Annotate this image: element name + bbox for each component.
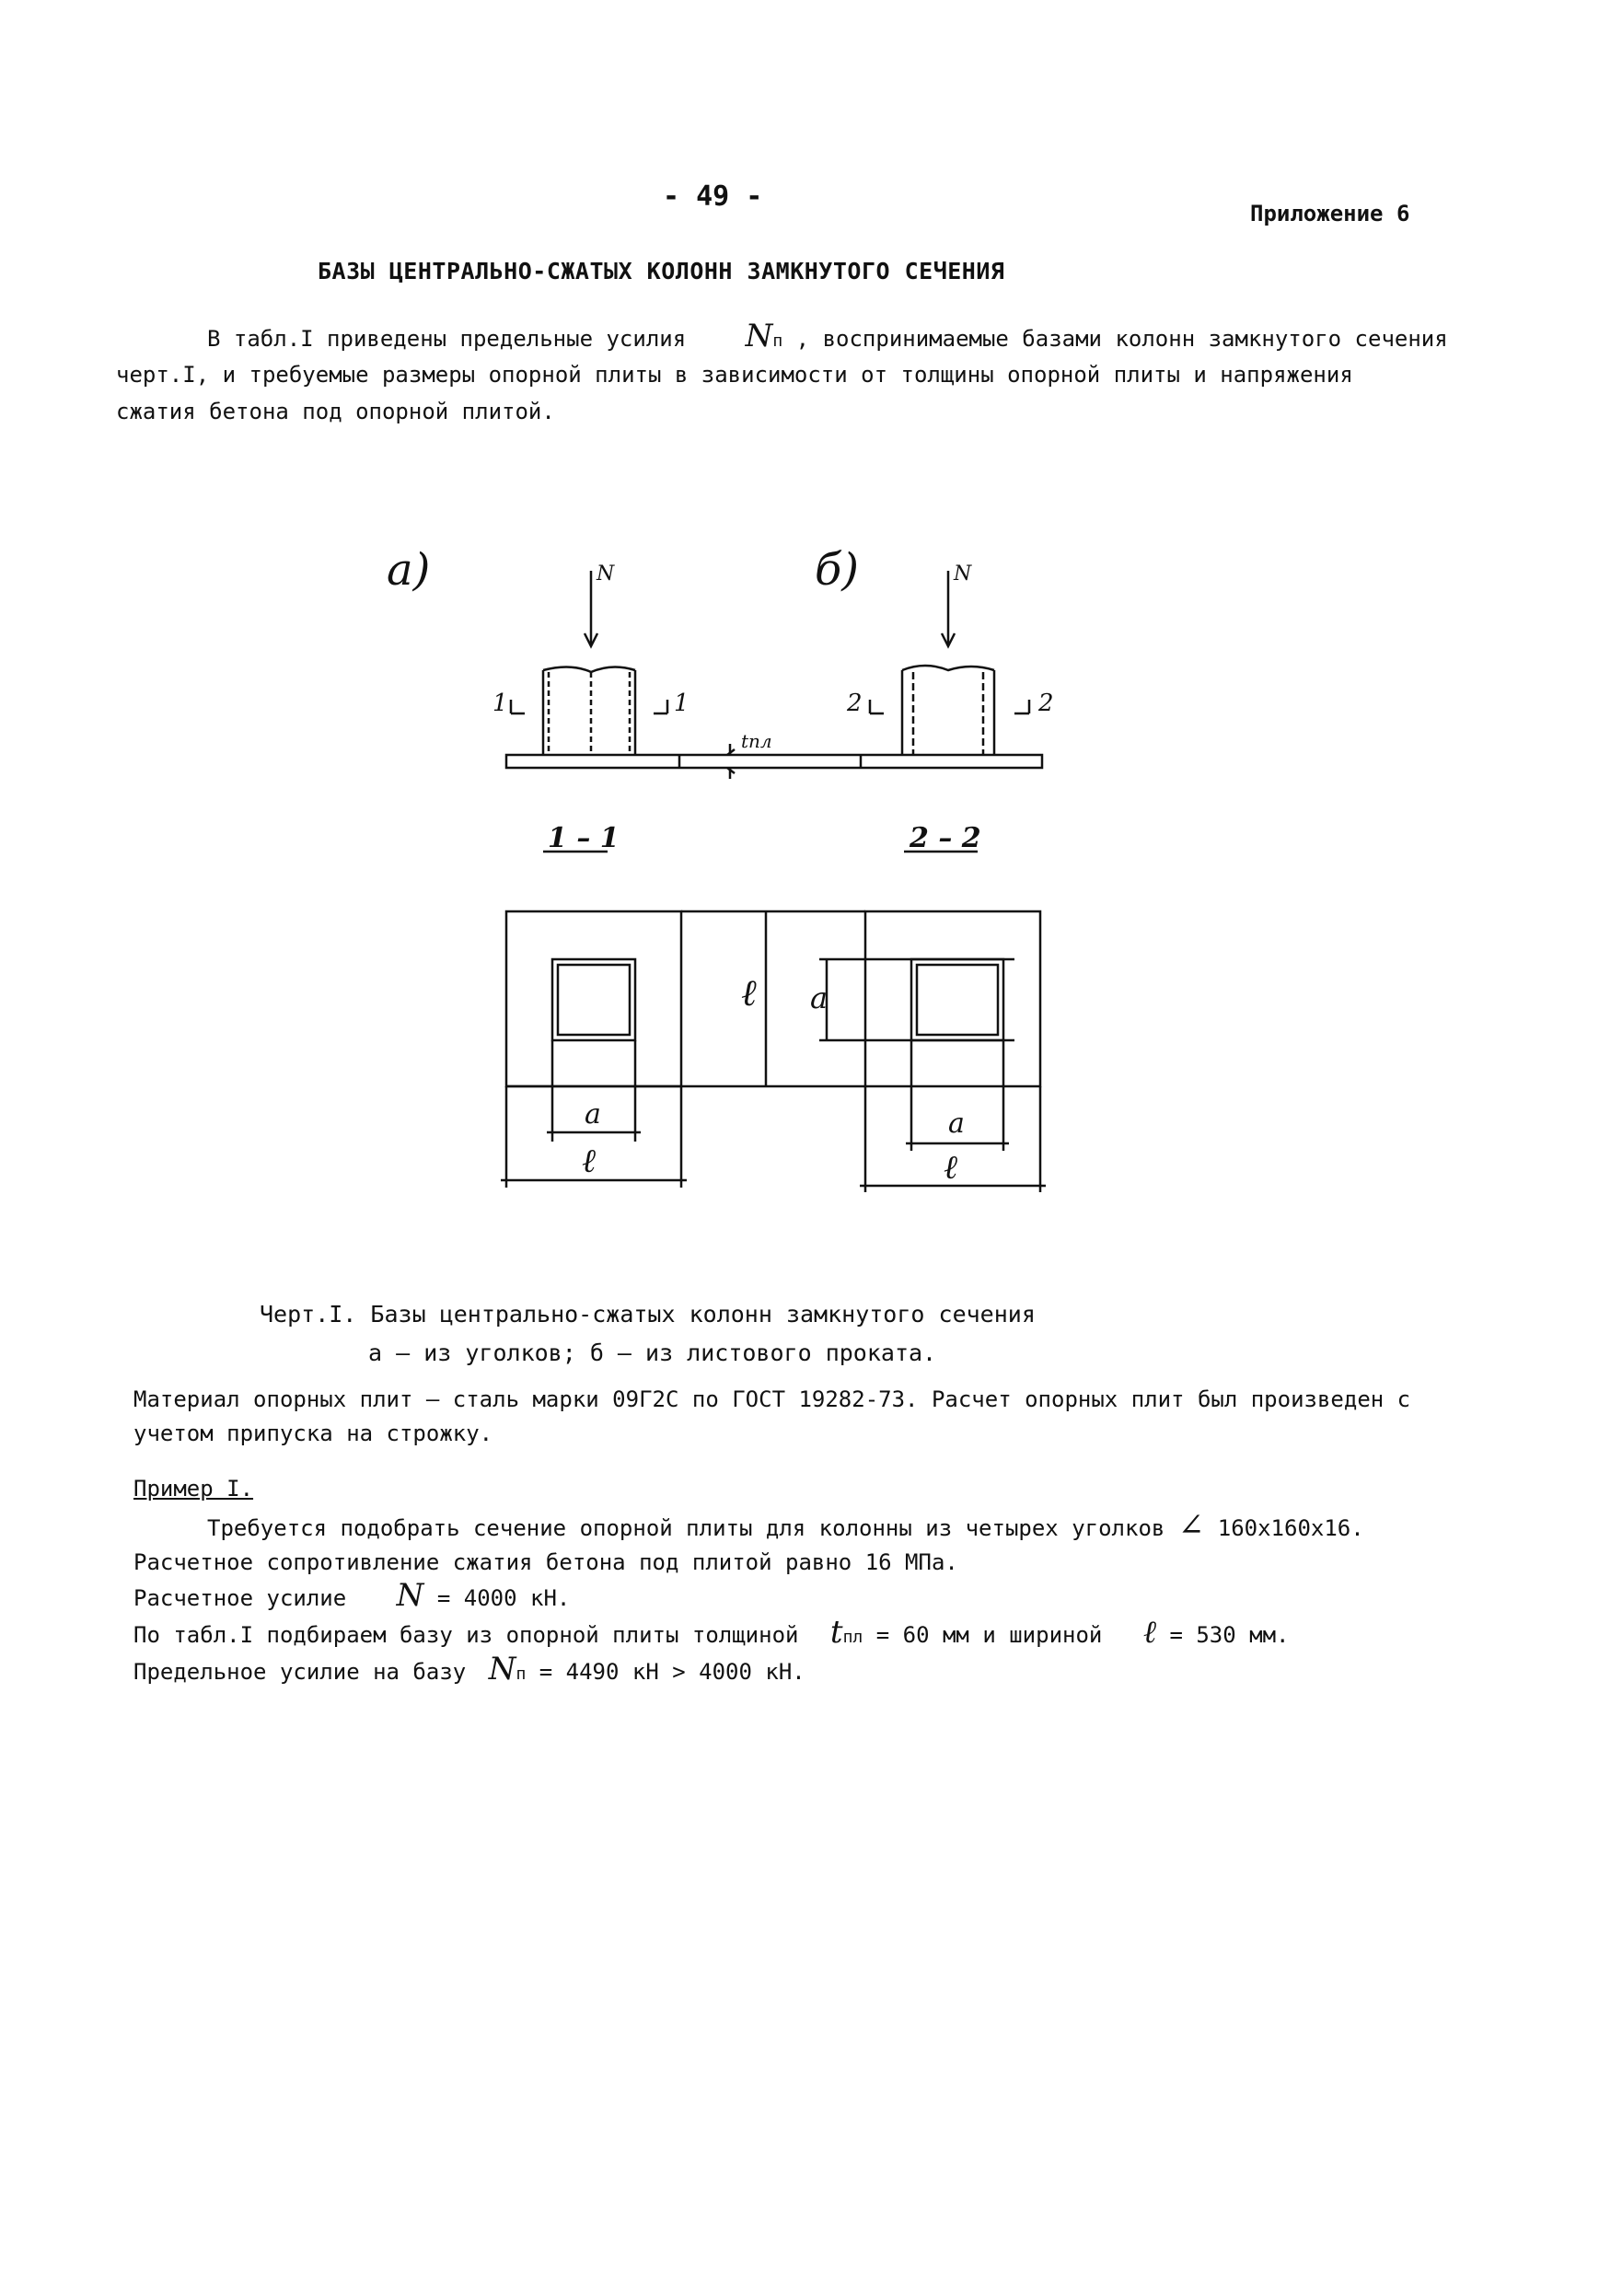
example-text-4c: = 530 мм. [1169, 1622, 1290, 1648]
example-line-1 [207, 1507, 1364, 1544]
example-text-4a: По табл.I подбираем базу из опорной плиты толщиной [133, 1622, 799, 1648]
example-text-3a: Расчетное усилие [133, 1585, 347, 1611]
symbol-t-sub: пл [842, 1628, 863, 1647]
example-line-4 [133, 1614, 1290, 1653]
intro-line-2: черт.I, и требуемые размеры опорной плиты в зависимости от толщины опорной плиты и напряжения [116, 362, 1353, 388]
example-title: Пример I. [133, 1476, 254, 1502]
section-2-title: 2 – 2 [910, 822, 981, 854]
section-1-title: 1 – 1 [548, 822, 620, 854]
section-mark-2-right: 2 [1038, 690, 1054, 717]
example-text-4b: = 60 мм и шириной [875, 1622, 1103, 1648]
symbol-l: ℓ [1142, 1614, 1156, 1651]
figure-caption-line-1: Черт.I. Базы центрально-сжатых колонн замкнутого сечения [260, 1301, 1036, 1328]
force-label-b: N [954, 562, 972, 586]
figure-drawing [350, 534, 1105, 1210]
example-text-5a: Предельное усилие на базу [133, 1659, 467, 1685]
material-line-2: учетом припуска на строжку. [133, 1421, 493, 1446]
section-mark-1-left: 1 [492, 690, 508, 717]
intro-text-1a: В табл.I приведены предельные усилия [207, 326, 687, 352]
intro-line-1 [207, 320, 1448, 357]
section-mark-1-right: 1 [674, 690, 689, 717]
base-plate-plan-b [865, 911, 1040, 1086]
column-a-section [552, 959, 635, 1040]
symbol-n: N [745, 318, 773, 354]
example-text-1a: Требуется подобрать сечение опорной плиты для колонны из четырех уголков [207, 1515, 1165, 1541]
angle-icon: ∠ [1177, 1507, 1205, 1544]
example-text-1b: 160х160х16. [1217, 1515, 1364, 1541]
example-text-3b: = 4000 кН. [436, 1585, 571, 1611]
page-title: БАЗЫ ЦЕНТРАЛЬНО-СЖАТЫХ КОЛОНН ЗАМКНУТОГО СЕЧЕНИЯ [318, 258, 1005, 284]
figure-label-b: б) [815, 544, 860, 596]
column-base-diagram [350, 534, 1105, 1206]
intro-line-3: сжатия бетона под опорной плитой. [116, 399, 555, 424]
force-label-a: N [597, 562, 615, 586]
symbol-n-force: N [396, 1577, 424, 1614]
symbol-n-limit: N [488, 1651, 516, 1687]
dim-a-vertical: a [810, 980, 828, 1015]
example-text-5b: = 4490 кН > 4000 кН. [539, 1659, 805, 1685]
column-b-section [911, 959, 1003, 1040]
example-line-2: Расчетное сопротивление сжатия бетона под плитой равно 16 МПа. [133, 1549, 958, 1575]
symbol-n-sub: п [772, 331, 783, 351]
material-line-1: Материал опорных плит – сталь марки 09Г2С по ГОСТ 19282-73. Расчет опорных плит был произведен с [133, 1386, 1411, 1412]
symbol-n-limit-sub: п [516, 1664, 527, 1684]
base-plate-elevation [506, 755, 1042, 768]
symbol-t: t [829, 1614, 843, 1651]
column-b-top [902, 666, 994, 670]
dim-l-horizontal-b: ℓ [944, 1149, 957, 1187]
column-a-top [543, 667, 635, 672]
thickness-label: tпл [741, 730, 772, 752]
figure-label-a: а) [387, 544, 431, 596]
intro-text-1b: , воспринимаемые базами колонн замкнутого сечения [795, 326, 1448, 352]
figure-caption-line-2: а – из уголков; б – из листового проката. [368, 1339, 937, 1366]
example-line-5 [133, 1653, 805, 1690]
dim-l-vertical: ℓ [741, 972, 757, 1015]
dim-a-horizontal-a: a [585, 1098, 601, 1131]
appendix-label: Приложение 6 [1250, 201, 1410, 226]
example-line-3 [133, 1577, 571, 1614]
section-mark-2-left: 2 [847, 690, 863, 717]
dim-l-horizontal-a: ℓ [582, 1142, 596, 1180]
page-number: - 49 - [663, 180, 763, 213]
base-plate-plan-a [506, 911, 681, 1086]
dim-a-horizontal-b: a [948, 1107, 965, 1140]
